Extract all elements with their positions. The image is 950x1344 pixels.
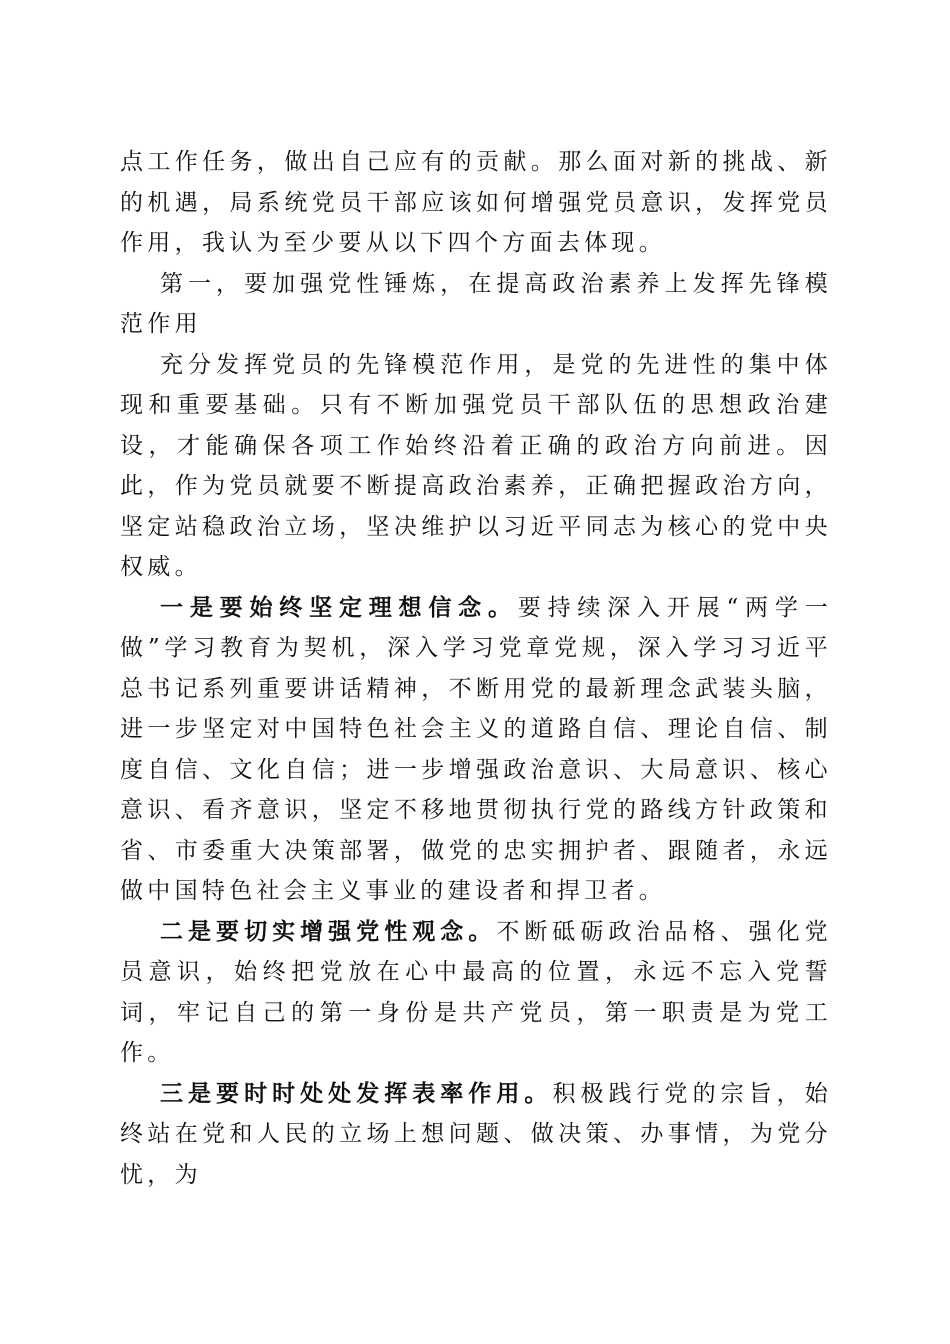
paragraph-point-one	[120, 588, 832, 912]
paragraph-text: 要持续深入开展“两学一做”学习教育为契机，深入学习党章党规，深入学习习近平总书记系列重要讲话精神，不断用党的最新理念武装头脑，进一步坚定对中国特色社会主义的道路自信、理论自信、制度自信、文化自信；进一步增强政治意识、大局意识、核心意识、看齐意识，坚定不移地贯彻执行党的路线方针政策和省、市委重大决策部署，做党的忠实拥护者、跟随者，永远做中国特色社会主义事业的建设者和捍卫者。	[120, 594, 832, 904]
document-page	[120, 142, 832, 1195]
paragraph-lead: 三是要时时处处发挥表率作用。	[160, 1079, 553, 1107]
paragraph-text: 点工作任务，做出自己应有的贡献。那么面对新的挑战、新的机遇，局系统党员干部应该如何增强党员意识，发挥党员作用，我认为至少要从以下四个方面去体现。	[120, 149, 832, 256]
paragraph-lead: 一是要始终坚定理想信念。	[160, 593, 518, 621]
paragraph-text: 积极践行党的宗旨，始终站在党和人民的立场上想问题、做决策、办事情，为党分忧，为	[120, 1080, 833, 1188]
paragraph-body	[120, 345, 832, 588]
paragraph-intro-continuation	[120, 142, 832, 264]
paragraph-point-three	[120, 1074, 832, 1196]
paragraph-text: 充分发挥党员的先锋模范作用，是党的先进性的集中体现和重要基础。只有不断加强党员干部队伍的思想政治建设，才能确保各项工作始终沿着正确的政治方向前进。因此，作为党员就要不断提高政治素养，正确把握政治方向，坚定站稳政治立场，坚决维护以习近平同志为核心的党中央权威。	[120, 351, 832, 580]
paragraph-point-two	[120, 912, 832, 1074]
section-heading-first	[120, 264, 832, 345]
paragraph-lead: 二是要切实增强党性观念。	[160, 917, 497, 945]
paragraph-text: 不断砥砺政治品格、强化党员意识，始终把党放在心中最高的位置，永远不忘入党誓词，牢记自己的第一身份是共产党员，第一职责是为党工作。	[120, 918, 832, 1066]
heading-text: 第一，要加强党性锤炼，在提高政治素养上发挥先锋模范作用	[120, 270, 832, 337]
